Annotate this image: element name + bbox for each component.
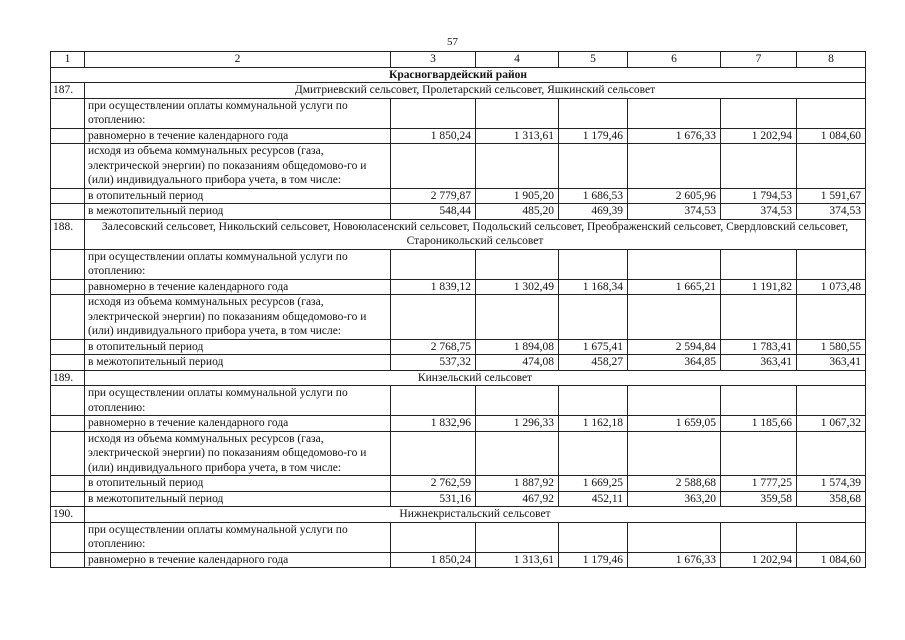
row-label: в отопительный период bbox=[85, 188, 391, 204]
entry-index: 187. bbox=[51, 83, 85, 99]
value-cell: 1 191,82 bbox=[721, 279, 797, 295]
row-label: в межотопительный период bbox=[85, 355, 391, 371]
based-on-row bbox=[51, 295, 866, 340]
value-cell bbox=[797, 249, 866, 279]
value-cell: 374,53 bbox=[721, 204, 797, 220]
value-cell bbox=[628, 295, 721, 340]
value-cell: 1 832,96 bbox=[391, 416, 476, 432]
value-cell bbox=[559, 295, 628, 340]
value-cell: 1 162,18 bbox=[559, 416, 628, 432]
value-cell: 374,53 bbox=[628, 204, 721, 220]
value-cell: 358,68 bbox=[797, 491, 866, 507]
value-cell: 1 850,24 bbox=[391, 128, 476, 144]
value-cell bbox=[476, 98, 559, 128]
based-on-row bbox=[51, 431, 866, 476]
row-label: равномерно в течение календарного года bbox=[85, 552, 391, 568]
heading-row bbox=[51, 249, 866, 279]
value-cell bbox=[721, 431, 797, 476]
index-cell-empty bbox=[51, 144, 85, 189]
row-label: в межотопительный период bbox=[85, 204, 391, 220]
value-cell: 548,44 bbox=[391, 204, 476, 220]
value-cell bbox=[721, 144, 797, 189]
value-cell bbox=[721, 386, 797, 416]
index-cell-empty bbox=[51, 339, 85, 355]
value-cell bbox=[476, 249, 559, 279]
value-cell: 1 067,32 bbox=[797, 416, 866, 432]
column-number: 7 bbox=[721, 52, 797, 68]
entry-header-row bbox=[51, 219, 866, 249]
row-label: при осуществлении оплаты коммунальной услуги по отоплению: bbox=[85, 98, 391, 128]
index-cell-empty bbox=[51, 416, 85, 432]
value-cell bbox=[559, 98, 628, 128]
value-cell bbox=[721, 98, 797, 128]
column-number: 5 bbox=[559, 52, 628, 68]
index-cell-empty bbox=[51, 491, 85, 507]
index-cell-empty bbox=[51, 249, 85, 279]
value-cell: 2 605,96 bbox=[628, 188, 721, 204]
index-cell-empty bbox=[51, 552, 85, 568]
value-cell: 2 779,87 bbox=[391, 188, 476, 204]
entry-name: Нижнекристальский сельсовет bbox=[85, 507, 866, 523]
evenly-row bbox=[51, 128, 866, 144]
value-cell: 1 676,33 bbox=[628, 128, 721, 144]
index-cell-empty bbox=[51, 295, 85, 340]
value-cell: 1 839,12 bbox=[391, 279, 476, 295]
value-cell: 1 659,05 bbox=[628, 416, 721, 432]
value-cell bbox=[628, 98, 721, 128]
value-cell bbox=[391, 249, 476, 279]
table-body bbox=[51, 52, 866, 568]
value-cell: 364,85 bbox=[628, 355, 721, 371]
value-cell: 1 783,41 bbox=[721, 339, 797, 355]
value-cell bbox=[476, 431, 559, 476]
column-number-row bbox=[51, 52, 866, 68]
value-cell: 1 574,39 bbox=[797, 476, 866, 492]
value-cell: 1 686,53 bbox=[559, 188, 628, 204]
value-cell: 1 202,94 bbox=[721, 128, 797, 144]
column-number: 3 bbox=[391, 52, 476, 68]
value-cell bbox=[721, 295, 797, 340]
value-cell: 467,92 bbox=[476, 491, 559, 507]
heating-period-row bbox=[51, 339, 866, 355]
value-cell bbox=[628, 144, 721, 189]
entry-header-row bbox=[51, 83, 866, 99]
nonheating-period-row bbox=[51, 204, 866, 220]
value-cell bbox=[391, 386, 476, 416]
evenly-row bbox=[51, 416, 866, 432]
value-cell bbox=[476, 522, 559, 552]
column-number: 2 bbox=[85, 52, 391, 68]
value-cell: 359,58 bbox=[721, 491, 797, 507]
entry-index: 190. bbox=[51, 507, 85, 523]
row-label: при осуществлении оплаты коммунальной услуги по отоплению: bbox=[85, 522, 391, 552]
heading-row bbox=[51, 98, 866, 128]
value-cell bbox=[476, 386, 559, 416]
value-cell: 537,32 bbox=[391, 355, 476, 371]
value-cell: 485,20 bbox=[476, 204, 559, 220]
value-cell: 1 302,49 bbox=[476, 279, 559, 295]
value-cell bbox=[559, 249, 628, 279]
value-cell bbox=[797, 144, 866, 189]
value-cell: 1 669,25 bbox=[559, 476, 628, 492]
index-cell-empty bbox=[51, 204, 85, 220]
entry-header-row bbox=[51, 507, 866, 523]
index-cell-empty bbox=[51, 476, 85, 492]
value-cell: 363,41 bbox=[721, 355, 797, 371]
entry-name: Залесовский сельсовет, Никольский сельсовет, Новоюласенский сельсовет, Подольский сельсовет, Преображенский сельсовет, Свердловский сельсовет, Староникольский сельсовет bbox=[85, 219, 866, 249]
entry-name: Дмитриевский сельсовет, Пролетарский сельсовет, Яшкинский сельсовет bbox=[85, 83, 866, 99]
nonheating-period-row bbox=[51, 491, 866, 507]
value-cell: 1 296,33 bbox=[476, 416, 559, 432]
page-number: 57 bbox=[447, 36, 458, 48]
heating-period-row bbox=[51, 188, 866, 204]
value-cell bbox=[797, 522, 866, 552]
value-cell bbox=[559, 431, 628, 476]
value-cell: 531,16 bbox=[391, 491, 476, 507]
value-cell: 1 073,48 bbox=[797, 279, 866, 295]
value-cell bbox=[628, 522, 721, 552]
evenly-row bbox=[51, 552, 866, 568]
row-label: в отопительный период bbox=[85, 476, 391, 492]
row-label: равномерно в течение календарного года bbox=[85, 279, 391, 295]
value-cell bbox=[797, 98, 866, 128]
heading-row bbox=[51, 386, 866, 416]
value-cell bbox=[628, 386, 721, 416]
row-label: в межотопительный период bbox=[85, 491, 391, 507]
value-cell: 1 084,60 bbox=[797, 128, 866, 144]
value-cell: 1 202,94 bbox=[721, 552, 797, 568]
evenly-row bbox=[51, 279, 866, 295]
row-label: исходя из объема коммунальных ресурсов (газа, электрической энергии) по показаниям общедомово-го и (или) индивидуального прибора учета, в том числе: bbox=[85, 295, 391, 340]
value-cell bbox=[721, 249, 797, 279]
value-cell bbox=[797, 295, 866, 340]
index-cell-empty bbox=[51, 522, 85, 552]
value-cell bbox=[559, 386, 628, 416]
value-cell: 469,39 bbox=[559, 204, 628, 220]
heading-row bbox=[51, 522, 866, 552]
row-label: при осуществлении оплаты коммунальной услуги по отоплению: bbox=[85, 249, 391, 279]
index-cell-empty bbox=[51, 431, 85, 476]
value-cell: 458,27 bbox=[559, 355, 628, 371]
value-cell: 2 768,75 bbox=[391, 339, 476, 355]
value-cell: 2 594,84 bbox=[628, 339, 721, 355]
value-cell: 1 313,61 bbox=[476, 128, 559, 144]
value-cell: 1 168,34 bbox=[559, 279, 628, 295]
value-cell bbox=[628, 249, 721, 279]
value-cell: 2 588,68 bbox=[628, 476, 721, 492]
value-cell bbox=[391, 98, 476, 128]
entry-name: Кинзельский сельсовет bbox=[85, 370, 866, 386]
index-cell-empty bbox=[51, 188, 85, 204]
entry-index: 188. bbox=[51, 219, 85, 249]
value-cell bbox=[476, 295, 559, 340]
value-cell bbox=[391, 144, 476, 189]
row-label: исходя из объема коммунальных ресурсов (газа, электрической энергии) по показаниям общедомово-го и (или) индивидуального прибора учета, в том числе: bbox=[85, 144, 391, 189]
value-cell: 474,08 bbox=[476, 355, 559, 371]
value-cell: 1 894,08 bbox=[476, 339, 559, 355]
value-cell: 1 185,66 bbox=[721, 416, 797, 432]
value-cell bbox=[391, 522, 476, 552]
column-number: 6 bbox=[628, 52, 721, 68]
value-cell: 374,53 bbox=[797, 204, 866, 220]
value-cell bbox=[721, 522, 797, 552]
based-on-row bbox=[51, 144, 866, 189]
row-label: исходя из объема коммунальных ресурсов (газа, электрической энергии) по показаниям общедомово-го и (или) индивидуального прибора учета, в том числе: bbox=[85, 431, 391, 476]
value-cell: 1 850,24 bbox=[391, 552, 476, 568]
row-label: равномерно в течение календарного года bbox=[85, 128, 391, 144]
value-cell bbox=[797, 386, 866, 416]
index-cell-empty bbox=[51, 128, 85, 144]
value-cell: 1 313,61 bbox=[476, 552, 559, 568]
row-label: равномерно в течение календарного года bbox=[85, 416, 391, 432]
region-name: Красногвардейский район bbox=[51, 67, 866, 83]
value-cell bbox=[559, 144, 628, 189]
value-cell bbox=[391, 431, 476, 476]
value-cell bbox=[797, 431, 866, 476]
value-cell: 1 676,33 bbox=[628, 552, 721, 568]
value-cell: 1 179,46 bbox=[559, 128, 628, 144]
value-cell: 1 777,25 bbox=[721, 476, 797, 492]
index-cell-empty bbox=[51, 386, 85, 416]
value-cell: 452,11 bbox=[559, 491, 628, 507]
row-label: в отопительный период bbox=[85, 339, 391, 355]
region-row bbox=[51, 67, 866, 83]
value-cell bbox=[628, 431, 721, 476]
entry-header-row bbox=[51, 370, 866, 386]
entry-index: 189. bbox=[51, 370, 85, 386]
value-cell: 1 794,53 bbox=[721, 188, 797, 204]
index-cell-empty bbox=[51, 355, 85, 371]
value-cell: 363,41 bbox=[797, 355, 866, 371]
column-number: 1 bbox=[51, 52, 85, 68]
value-cell: 1 580,55 bbox=[797, 339, 866, 355]
value-cell: 1 179,46 bbox=[559, 552, 628, 568]
value-cell bbox=[391, 295, 476, 340]
value-cell: 1 084,60 bbox=[797, 552, 866, 568]
index-cell-empty bbox=[51, 279, 85, 295]
tariff-table bbox=[50, 51, 866, 568]
value-cell: 1 887,92 bbox=[476, 476, 559, 492]
value-cell: 2 762,59 bbox=[391, 476, 476, 492]
value-cell: 363,20 bbox=[628, 491, 721, 507]
value-cell: 1 591,67 bbox=[797, 188, 866, 204]
value-cell: 1 905,20 bbox=[476, 188, 559, 204]
column-number: 8 bbox=[797, 52, 866, 68]
nonheating-period-row bbox=[51, 355, 866, 371]
row-label: при осуществлении оплаты коммунальной услуги по отоплению: bbox=[85, 386, 391, 416]
column-number: 4 bbox=[476, 52, 559, 68]
heating-period-row bbox=[51, 476, 866, 492]
value-cell bbox=[476, 144, 559, 189]
value-cell: 1 665,21 bbox=[628, 279, 721, 295]
index-cell-empty bbox=[51, 98, 85, 128]
value-cell bbox=[559, 522, 628, 552]
value-cell: 1 675,41 bbox=[559, 339, 628, 355]
